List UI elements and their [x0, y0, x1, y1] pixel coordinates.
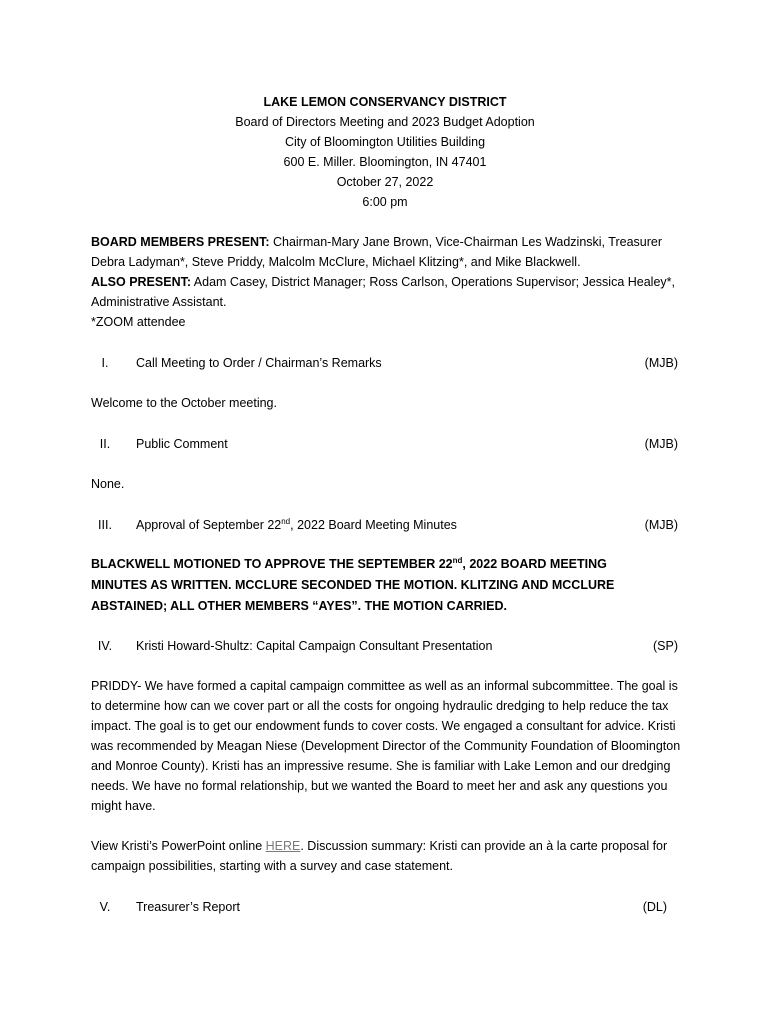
agenda-title-end: , 2022 Board Meeting Minutes — [290, 518, 457, 532]
meeting-time: 6:00 pm — [362, 195, 408, 209]
agenda-presenter: (SP) — [653, 639, 678, 653]
agenda-presenter: (MJB) — [644, 356, 678, 370]
priddy-remarks: PRIDDY- We have formed a capital campaign committee as well as an informal subcommittee. The goal is to determine how can we cover part or all the costs for ongoing hydraulic dredging to help reduce the tax impact. The goal is to get our endowment funds to cover costs. We engaged a consultant for advice. Kristi was recommended by Meagan Niese (Development Director of the Community Foundation of Bloomington and Monroe County). Kristi has an impressive resume. She is familiar with Lake Lemon and our dredging needs. We have no formal relationship, but we wanted the Board to meet her and ask any questions you might have. — [91, 679, 681, 813]
agenda-number: V. — [99, 900, 111, 914]
agenda-presenter: (MJB) — [644, 518, 678, 532]
document-header — [0, 92, 770, 212]
agenda-title: Kristi Howard-Shultz: Capital Campaign Consultant Presentation — [136, 639, 493, 653]
motion-text — [91, 554, 661, 617]
agenda-title: Public Comment — [136, 437, 228, 451]
agenda-number: II. — [99, 437, 111, 451]
agenda-title: Call Meeting to Order / Chairman’s Remarks — [136, 356, 382, 370]
district-title: LAKE LEMON CONSERVANCY DISTRICT — [263, 95, 507, 109]
summary-text-start: View Kristi’s PowerPoint online — [91, 839, 266, 853]
powerpoint-summary — [91, 836, 686, 876]
agenda-item — [91, 897, 667, 917]
meeting-location: City of Bloomington Utilities Building — [284, 135, 486, 149]
summary-text-end: . Discussion summary: Kristi can provide an à la carte proposal for campaign possibilities, starting with a survey and case statement. — [91, 839, 668, 873]
agenda-title: Treasurer’s Report — [136, 900, 240, 914]
board-members-present — [91, 232, 686, 272]
board-members-text: Chairman-Mary Jane Brown, Vice-Chairman Les Wadzinski, Treasurer Debra Ladyman*, Steve Priddy, Malcolm McClure, Michael Klitzing*, and Mike Blackwell. — [91, 235, 662, 269]
ordinal-suffix: nd — [281, 516, 291, 526]
motion-text-start: BLACKWELL MOTIONED TO APPROVE THE SEPTEMBER 22 — [91, 557, 453, 571]
ordinal-suffix: nd — [452, 555, 463, 565]
welcome-text: Welcome to the October meeting. — [91, 396, 277, 410]
zoom-note: *ZOOM attendee — [91, 315, 186, 329]
also-present-text: Adam Casey, District Manager; Ross Carlson, Operations Supervisor; Jessica Healey*, Administrative Assistant. — [91, 275, 675, 309]
motion-text-end: , 2022 BOARD MEETING MINUTES AS WRITTEN. MCCLURE SECONDED THE MOTION. KLITZING AND MCCLURE ABSTAINED; ALL OTHER MEMBERS “AYES”. THE MOTION CARRIED. — [91, 557, 615, 613]
board-members-label: BOARD MEMBERS PRESENT: — [91, 235, 270, 249]
agenda-presenter: (MJB) — [644, 437, 678, 451]
meeting-subtitle: Board of Directors Meeting and 2023 Budget Adoption — [235, 115, 535, 129]
agenda-presenter: (DL) — [642, 900, 667, 914]
agenda-number: I. — [101, 356, 109, 370]
attendance-block — [91, 232, 686, 332]
also-present — [91, 272, 686, 312]
agenda-title-start: Approval of September 22 — [136, 518, 282, 532]
also-present-label: ALSO PRESENT: — [91, 275, 192, 289]
agenda-number: III. — [98, 518, 112, 532]
meeting-date: October 27, 2022 — [336, 175, 434, 189]
agenda-title — [136, 515, 457, 535]
agenda-item — [91, 515, 678, 535]
meeting-address: 600 E. Miller. Bloomington, IN 47401 — [283, 155, 487, 169]
public-comment-text: None. — [91, 477, 125, 491]
powerpoint-link[interactable]: HERE — [265, 839, 301, 853]
agenda-item — [91, 353, 678, 373]
agenda-item — [91, 434, 678, 454]
agenda-item — [91, 636, 678, 656]
agenda-number: IV. — [97, 639, 113, 653]
